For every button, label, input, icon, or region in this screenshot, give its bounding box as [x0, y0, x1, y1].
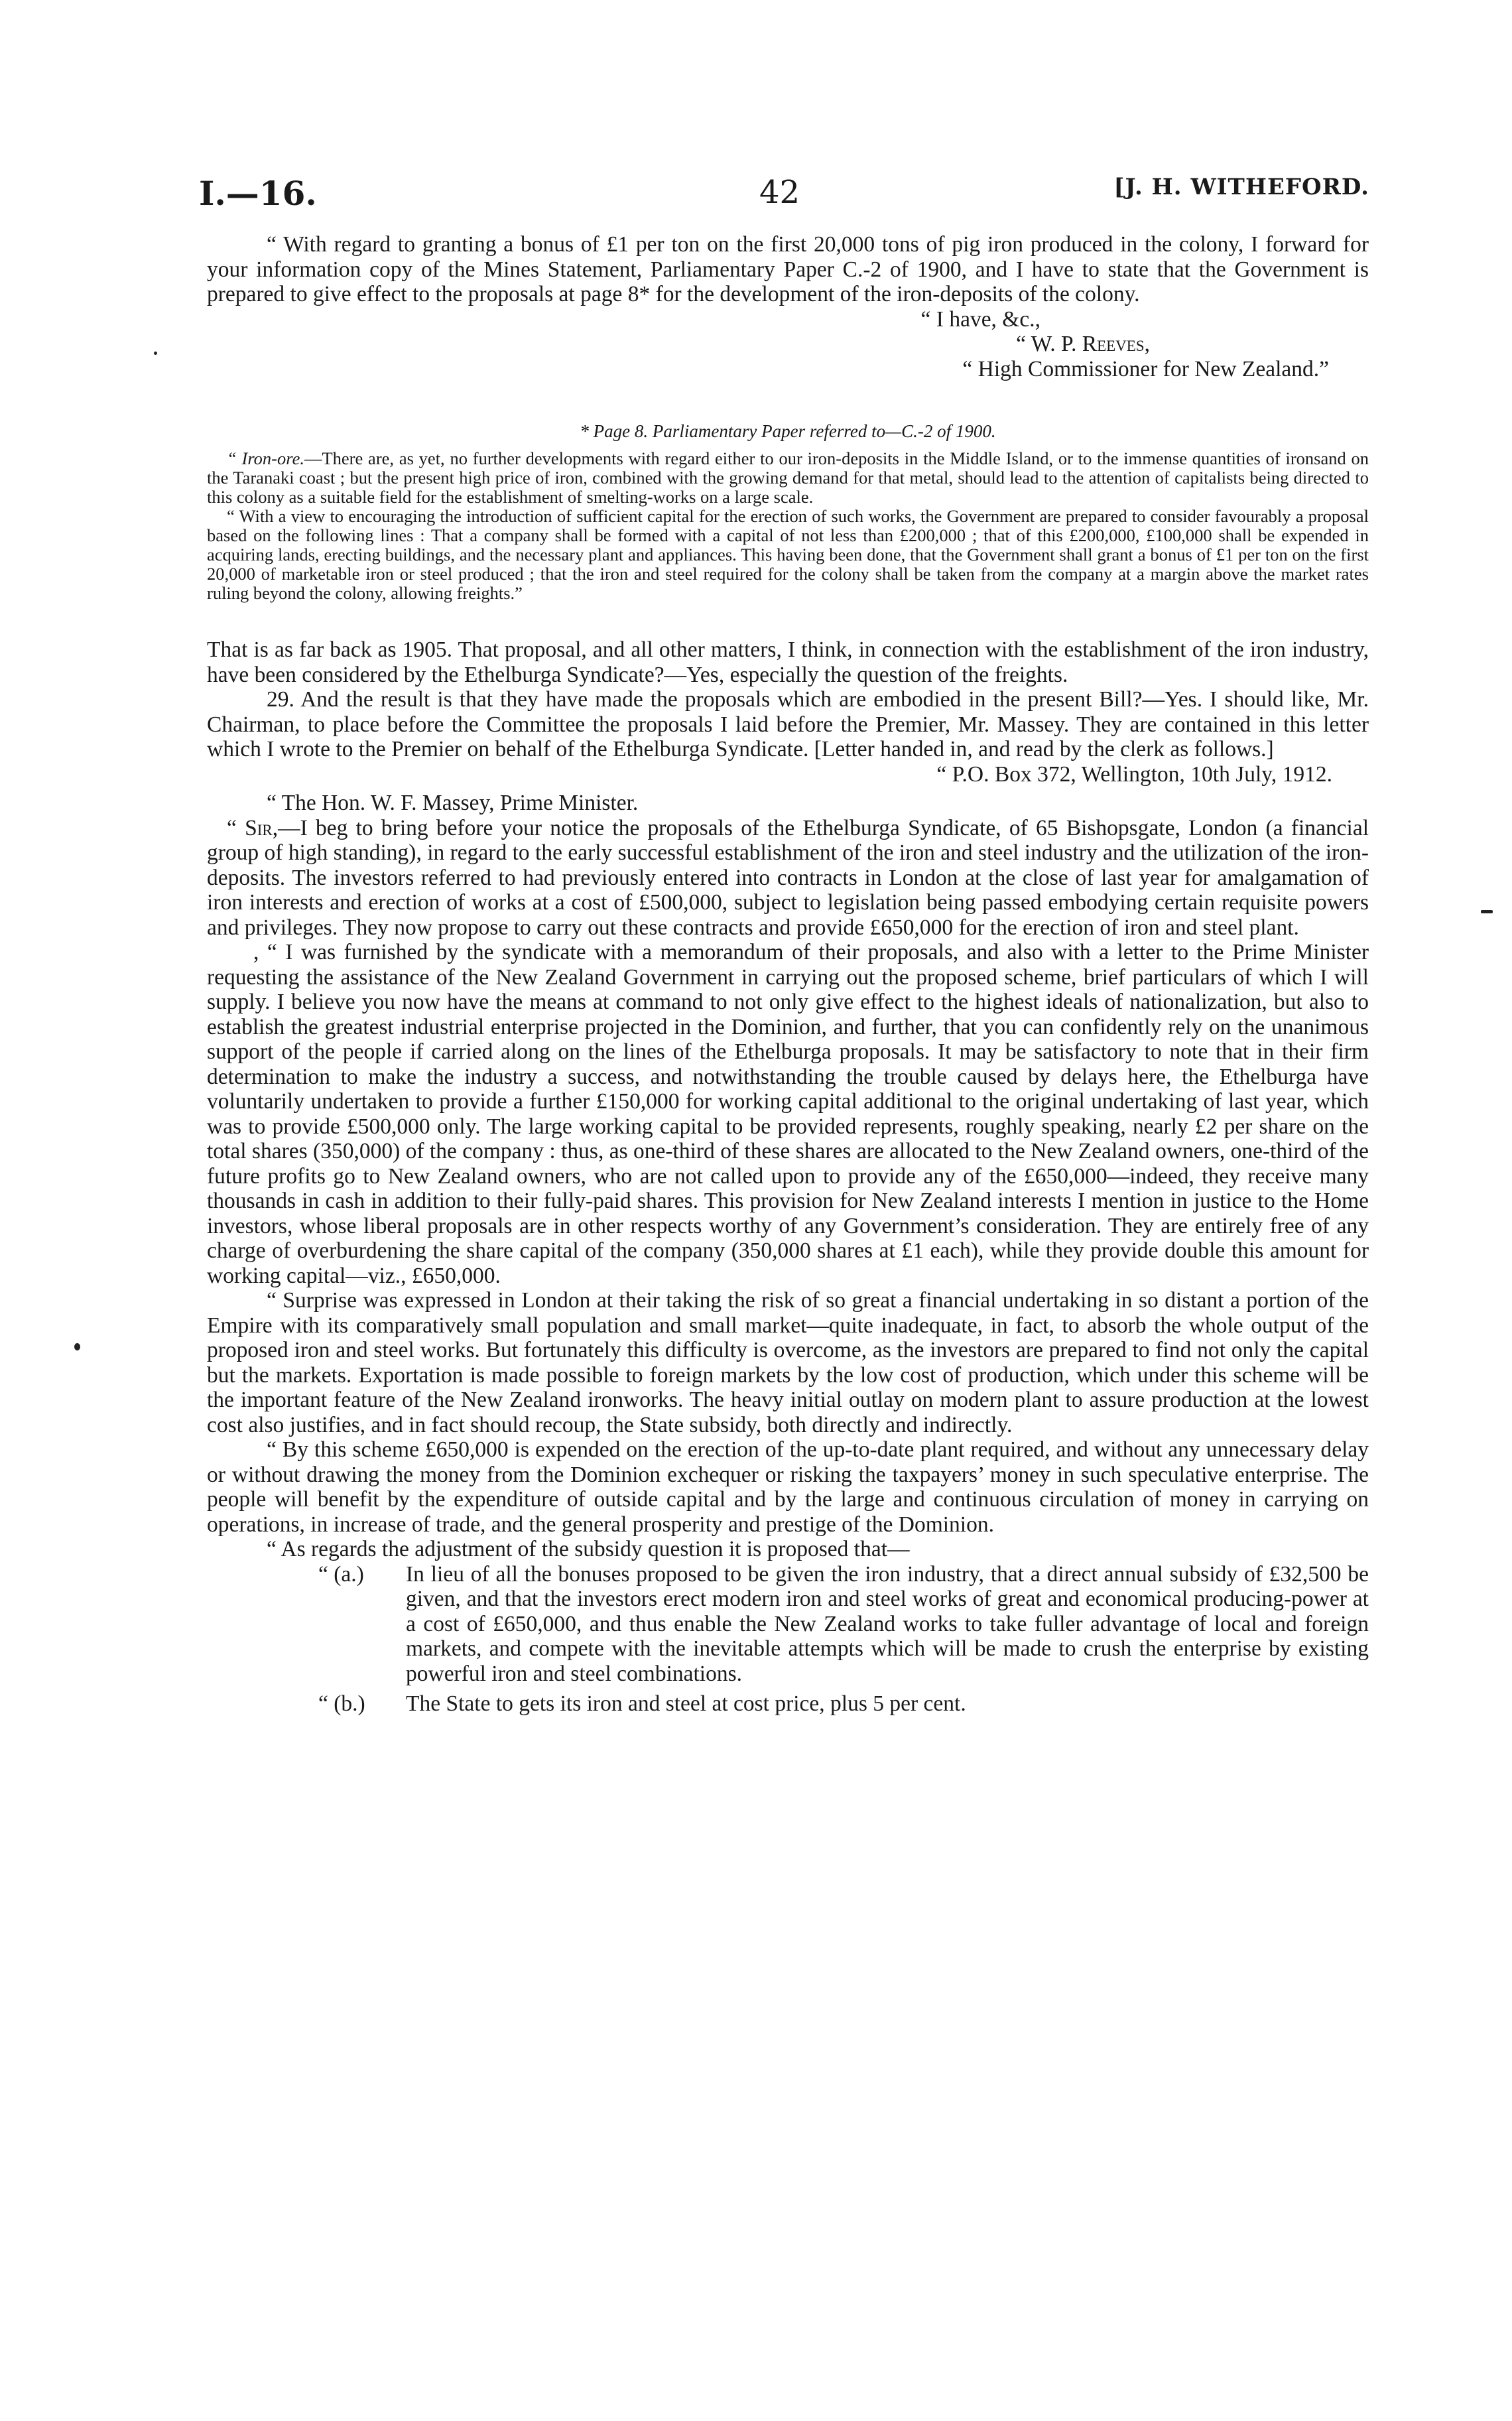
- letter-signature: [207, 332, 1369, 357]
- margin-tick: [1481, 910, 1493, 913]
- margin-dot: [74, 1343, 80, 1350]
- paragraph-adjustment: “ As regards the adjustment of the subsidy question it is proposed that—: [267, 1537, 910, 1561]
- paragraph-scheme: “ By this scheme £650,000 is expended on the erection of the up-to-date plant required, and without any unnecessary delay or without drawing the money from the Dominion exchequer or risking the taxpayers’ money in such speculative enterprise. The people will benefit by the expenditure of outside capital and by the large and continuous circulation of money in carrying on operations, in increase of trade, and the general prosperity and prestige of the Dominion.: [207, 1437, 1369, 1537]
- footnote-title: * Page 8. Parliamentary Paper referred to—C.-2 of 1900.: [580, 421, 996, 441]
- paragraph-sir-text: —I beg to bring before your notice the proposals of the Ethelburga Syndicate, of 65 Bishopsgate, London (a financial group of high standing), in regard to the early successful establishment of the iron and steel industry and the utilization of the iron-deposits. The investors referred to had previously entered into contracts in London at the close of last year for amalgamation of iron interests and erection of works at a cost of £500,000, subject to legislation being passed embodying certain requisite powers and privileges. They now propose to carry out these contracts and provide £650,000 for the erection of iron and steel plant.: [207, 815, 1369, 940]
- paragraph-surprise: “ Surprise was expressed in London at their taking the risk of so great a financial undertaking in so distant a portion of the Empire with its comparatively small population and small market—quite inadequate, in fact, to absorb the whole output of the proposed iron and steel works. But fortunately this difficulty is overcome, as the investors are prepared to find not only the capital but the markets. Exportation is made possible to foreign markets by the low cost of production, which under this scheme will be the important feature of the New Zealand ironworks. The heavy initial outlay on modern plant to assure production at the lowest cost also justifies, and in fact should recoup, the State subsidy, both directly and indirectly.: [207, 1288, 1369, 1437]
- signature-prefix: “ W. P.: [1016, 332, 1082, 356]
- list-item-a-text: In lieu of all the bonuses proposed to be given the iron industry, that a direct annual subsidy of £32,500 be given, and that the investors erect modern iron and steel works of great and economical producing-power at a cost of £650,000, and thus enable the New Zealand works to take fuller advantage of local and foreign markets, and compete with the inevitable attempts which will be made to crush the enterprise by existing powerful iron and steel combinations.: [406, 1561, 1369, 1686]
- list-item-b-label: “ (b.): [318, 1691, 365, 1716]
- letter-dateline: “ P.O. Box 372, Wellington, 10th July, 1912.: [936, 761, 1332, 787]
- signature-name: Reeves,: [1082, 332, 1150, 356]
- page-body: [207, 232, 1369, 1717]
- letter-signature-title: “ High Commissioner for New Zealand.”: [962, 356, 1329, 381]
- paragraph-furnished: , “ I was furnished by the syndicate with a memorandum of their proposals, and also with a letter to the Prime Minister requesting the assistance of the New Zealand Government in carrying out the proposed scheme, brief particulars of which I will supply. I believe you now have the means at command to not only give effect to the highest ideals of nationalization, but also to establish the greatest industrial enterprise projected in the Dominion, and further, that you can confidently rely on the unanimous support of the people if carried along on the lines of the Ethelburga proposals. It may be satisfactory to note that in their firm determination to make the industry a success, and notwithstanding the trouble caused by delays here, the Ethelburga have voluntarily undertaken to provide a further £150,000 for working capital additional to the original undertaking of last year, which was to provide £500,000 only. The large working capital to be provided represents, roughly speaking, nearly £2 per share on the total shares (350,000) of the company : thus, as one-third of these shares are allocated to the New Zealand owners, one-third of the future profits go to New Zealand owners, who are not called upon to provide any of the £650,000—indeed, they receive many thousands in cash in addition to their fully-paid shares. This provision for New Zealand interests I mention in justice to the Home investors, whose liberal proposals are in other respects worthy of any Government’s consideration. They are entirely free of any charge of overburdening the share capital of the company (350,000 shares at £1 each), while they provide double this amount for working capital—viz., £650,000.: [207, 940, 1369, 1288]
- footnote-paragraph-1: [207, 449, 1369, 507]
- list-item-b: [313, 1691, 1369, 1717]
- paragraph-sir: [207, 816, 1369, 941]
- letter-addressee: “ The Hon. W. F. Massey, Prime Minister.: [267, 791, 639, 815]
- intro-paragraph: “ With regard to granting a bonus of £1 per ton on the first 20,000 tons of pig iron produced in the colony, I forward for your information copy of the Mines Statement, Parliamentary Paper C.-2 of 1900, and I have to state that the Government is prepared to give effect to the proposals at page 8* for the development of the iron-deposits of the colony.: [207, 232, 1369, 306]
- list-item-a: [313, 1562, 1369, 1687]
- witness-name: [J. H. WITHEFORD.: [1113, 174, 1369, 200]
- footnote-para1-text: —There are, as yet, no further developments with regard either to our iron-deposits in the Middle Island, or to the immense quantities of ironsand on the Taranaki coast ; but the present high price of iron, combined with the growing demand for that metal, should lead to the attention of capitalists being directed to this colony as a suitable field for the establishment of smelting-works on a large scale.: [207, 448, 1369, 507]
- letter-closing: “ I have, &c.,: [920, 306, 1040, 332]
- testimony: [207, 637, 1369, 762]
- salutation: “ Sir,: [227, 815, 279, 840]
- footnote-label: “ Iron-ore.: [227, 448, 304, 468]
- syndicate-letter: [207, 816, 1369, 1562]
- paragraph-1905: That is as far back as 1905. That proposal, and all other matters, I think, in connection with the establishment of the iron industry, have been considered by the Ethelburga Syndicate?—Yes, especially the question of the freights.: [207, 637, 1369, 687]
- footnote-paragraph-2: “ With a view to encouraging the introduction of sufficient capital for the erection of such works, the Government are prepared to consider favourably a proposal based on the following lines : That a company shall be formed with a capital of not less than £200,000 ; that of this £200,000, £100,000 shall be expended in acquiring lands, erecting buildings, and the necessary plant and appliances. This having been done, that the Government shall grant a bonus of £1 per ton on the first 20,000 of marketable iron or steel produced ; that the iron and steel required for the colony shall be taken from the company at a margin above the market rates ruling beyond the colony, allowing freights.”: [207, 506, 1369, 603]
- letter-intro: [207, 232, 1369, 307]
- document-code: I.—16.: [199, 174, 317, 213]
- margin-speck: [154, 352, 157, 355]
- footnote: [207, 449, 1369, 603]
- list-item-b-text: The State to gets its iron and steel at cost price, plus 5 per cent.: [406, 1691, 966, 1716]
- paragraph-question-29: 29. And the result is that they have made the proposals which are embodied in the present Bill?—Yes. I should like, Mr. Chairman, to place before the Committee the proposals I laid before the Premier, Mr. Massey. They are contained in this letter which I wrote to the Premier on behalf of the Ethelburga Syndicate. [Letter handed in, and read by the clerk as follows.]: [207, 687, 1369, 761]
- list-item-a-label: “ (a.): [318, 1561, 364, 1587]
- page-number: 42: [759, 174, 800, 211]
